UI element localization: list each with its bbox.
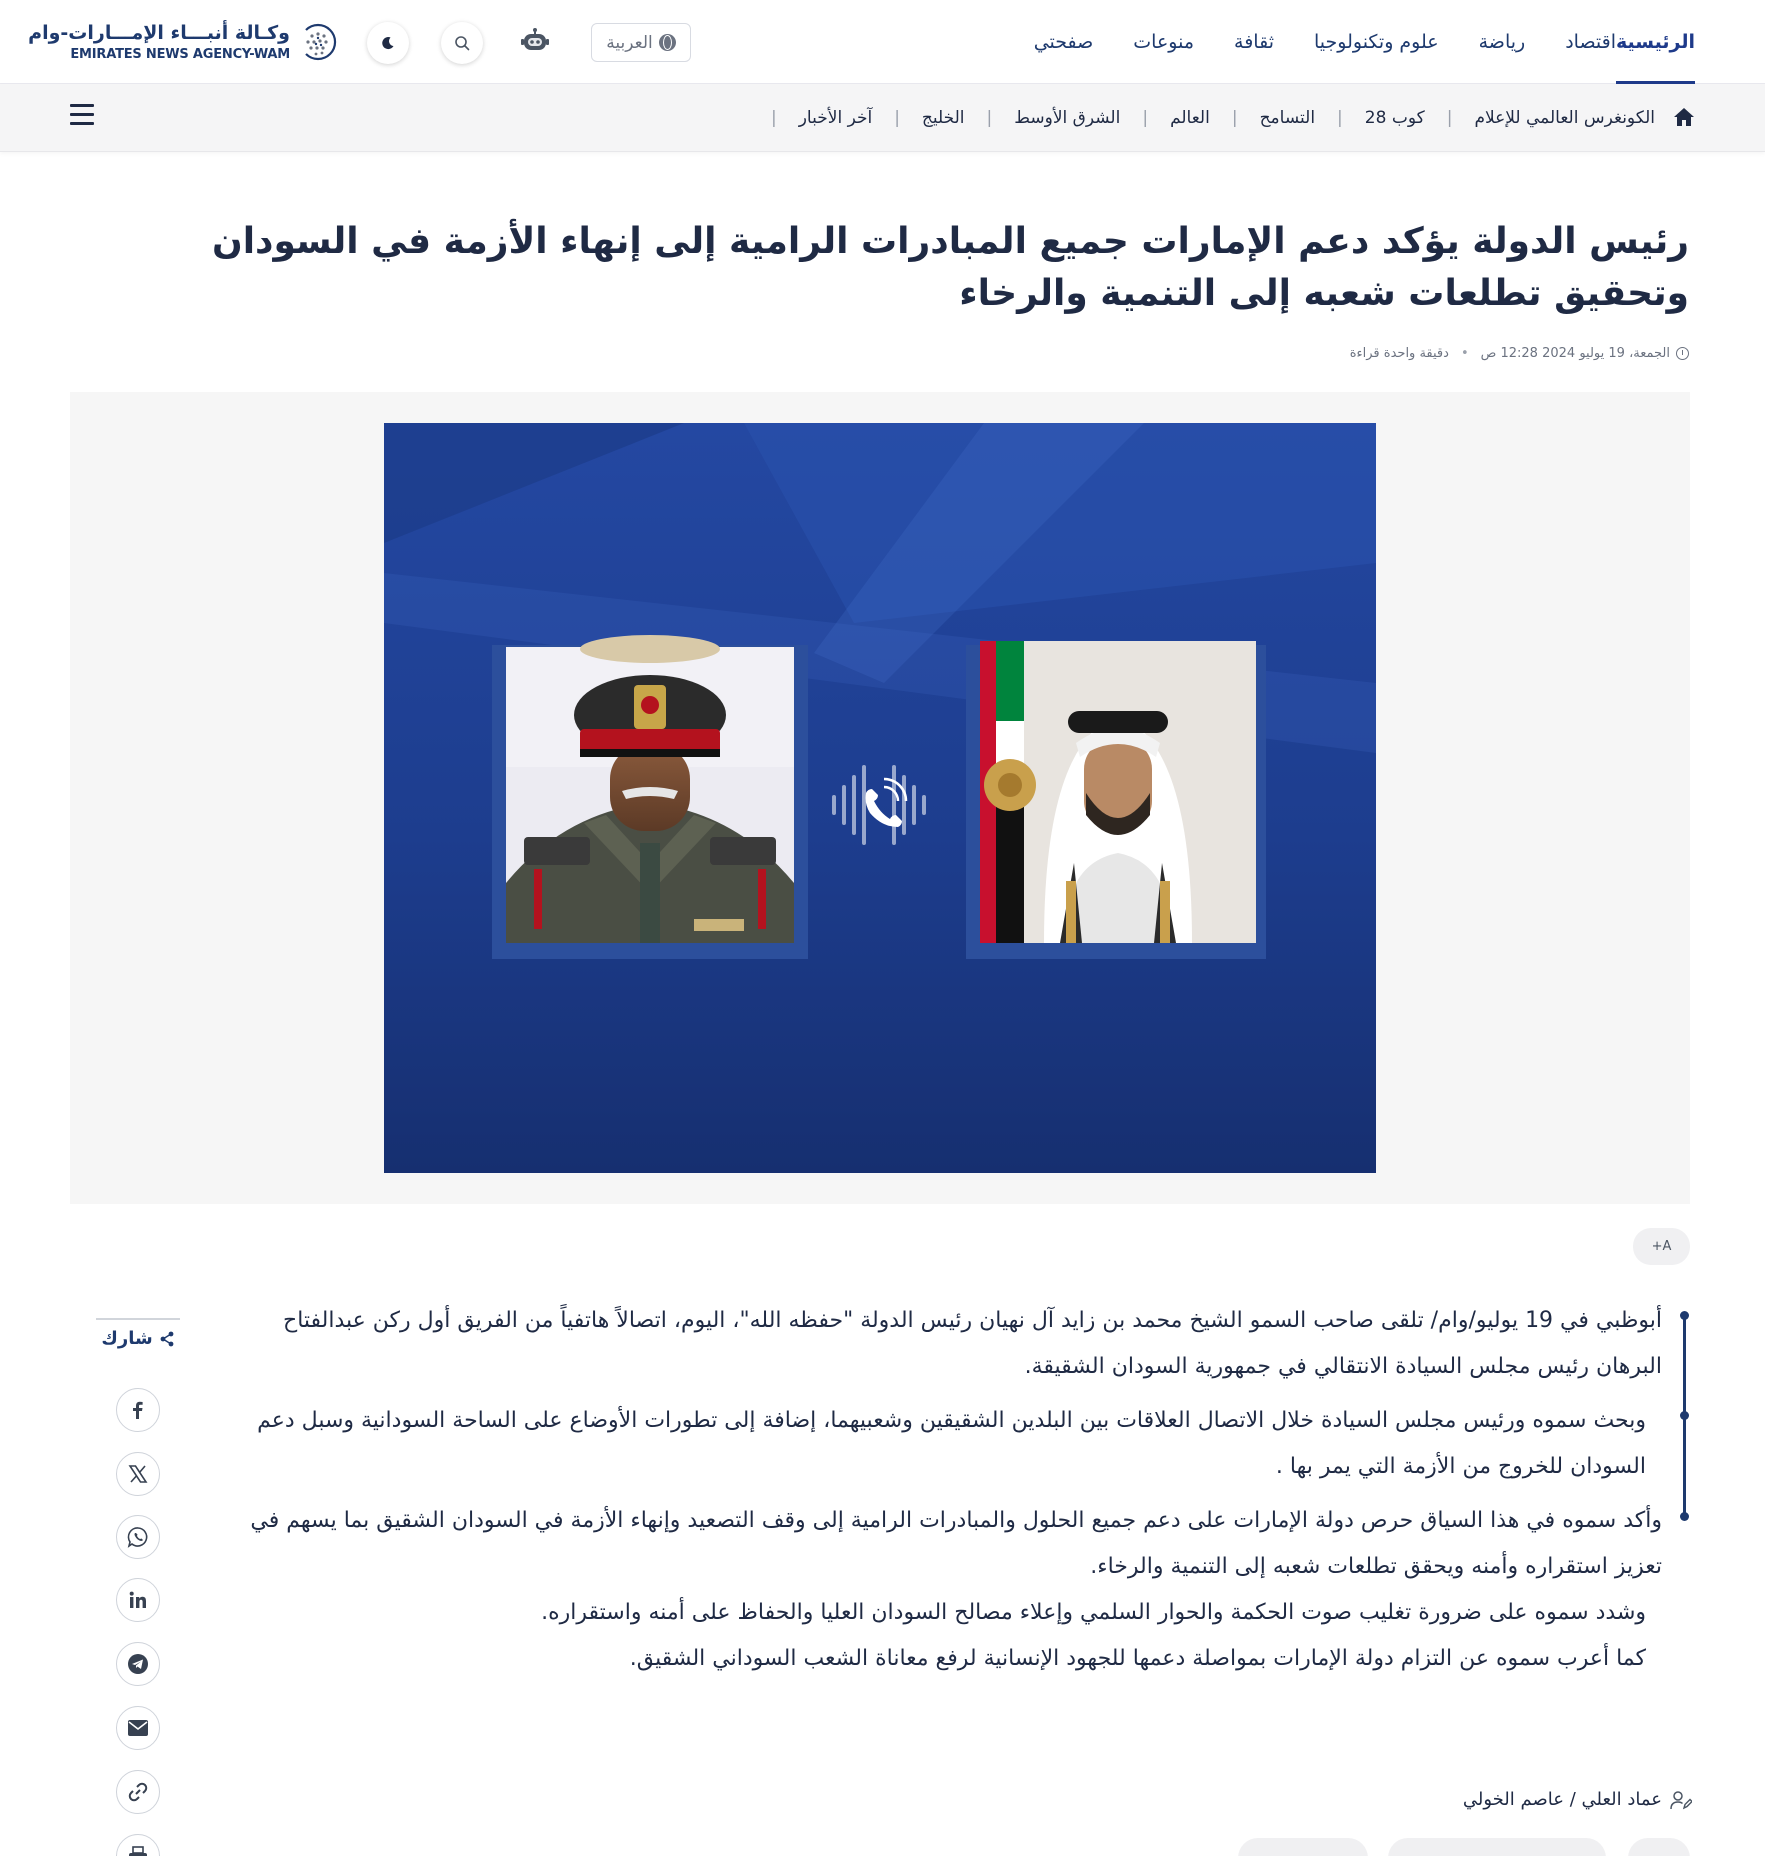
article-authors	[1463, 1789, 1692, 1810]
separator: |	[894, 108, 900, 128]
nav-science-tech[interactable]: علوم وتكنولوجيا	[1314, 31, 1439, 53]
timeline-dot	[1680, 1512, 1689, 1521]
read-time: دقيقة واحدة قراءة	[1349, 346, 1449, 361]
x-icon	[127, 1463, 149, 1485]
share-copy-link-button[interactable]	[116, 1770, 160, 1814]
timeline-dot	[1680, 1311, 1689, 1320]
share-icon	[159, 1331, 175, 1347]
share-email-button[interactable]	[116, 1706, 160, 1750]
subnav-middle-east[interactable]: الشرق الأوسط	[1014, 108, 1121, 128]
article-meta	[1350, 346, 1689, 361]
logo-english-text: EMIRATES NEWS AGENCY-WAM	[70, 47, 290, 62]
print-icon	[127, 1845, 149, 1856]
language-switch-button[interactable]	[591, 23, 691, 62]
tag-pill[interactable]	[1388, 1838, 1606, 1856]
article-paragraph: كما أعرب سموه عن التزام دولة الإمارات بمواصلة دعمها للجهود الإنسانية لرفع معاناة الشعب السوداني الشقيق.	[629, 1646, 1646, 1671]
author-names: عماد العلي / عاصم الخولي	[1462, 1789, 1662, 1810]
article-paragraph: وأكد سموه في هذا السياق حرص دولة الإمارات على دعم جميع الحلول والمبادرات الرامية إلى وقف التصعيد وإنهاء الأزمة في السودان الشقيق بما يسهم في تعزيز استقراره وأمنه ويحقق تطلعات شعبه إلى التنمية والرخاء.	[250, 1508, 1662, 1579]
link-icon	[127, 1781, 149, 1803]
language-label: العربية	[606, 32, 653, 53]
globe-icon	[659, 34, 676, 51]
author-icon	[1670, 1790, 1692, 1810]
main-nav	[994, 0, 1695, 84]
menu-icon[interactable]	[70, 104, 94, 126]
search-icon	[454, 35, 470, 51]
subnav-gulf[interactable]: الخليج	[921, 108, 965, 128]
article-date: الجمعة، 19 يوليو 2024 12:28 ص	[1480, 346, 1670, 361]
article-paragraph: وبحث سموه ورئيس مجلس السيادة خلال الاتصال العلاقات بين البلدين الشقيقين وشعبيهما، إضافة إلى تطورات الأوضاع على الساحة السودانية وسبل دعم السودان للخروج من الأزمة التي يمر بها .	[257, 1408, 1646, 1479]
share-telegram-button[interactable]	[116, 1642, 160, 1686]
article-body	[232, 1298, 1662, 1682]
subnav-world[interactable]: العالم	[1170, 108, 1210, 128]
tag-pill[interactable]	[1628, 1838, 1690, 1856]
article-paragraph: وشدد سموه على ضرورة تغليب صوت الحكمة والحوار السلمي وإعلاء مصالح السودان العليا والحفاظ على أمنه واستقراره.	[541, 1600, 1646, 1625]
share-x-button[interactable]	[116, 1452, 160, 1496]
search-button[interactable]	[441, 22, 483, 64]
dark-mode-toggle[interactable]	[367, 22, 409, 64]
hero-image-container	[70, 392, 1690, 1204]
phone-call-graphic	[384, 423, 1376, 1173]
hero-image	[384, 423, 1376, 1173]
top-header	[0, 0, 1765, 84]
article-title: رئيس الدولة يؤكد دعم الإمارات جميع المبادرات الرامية إلى إنهاء الأزمة في السودان وتحقيق تطلعات شعبه إلى التنمية والرخاء	[211, 221, 1689, 314]
share-whatsapp-button[interactable]	[116, 1515, 160, 1559]
share-facebook-button[interactable]	[116, 1388, 160, 1432]
nav-home[interactable]: الرئيسية	[1616, 0, 1695, 84]
home-icon[interactable]	[1673, 106, 1695, 128]
robot-assistant-icon[interactable]	[521, 28, 549, 54]
email-icon	[127, 1719, 149, 1737]
subnav-tolerance[interactable]: التسامح	[1259, 108, 1316, 128]
share-linkedin-button[interactable]	[116, 1578, 160, 1622]
separator: |	[1446, 108, 1453, 128]
separator: |	[986, 108, 993, 128]
separator: |	[1142, 108, 1149, 128]
share-text: شارك	[101, 1328, 153, 1349]
nav-culture[interactable]: ثقافة	[1234, 31, 1274, 53]
nav-misc[interactable]: منوعات	[1133, 31, 1195, 53]
wam-logo-icon	[298, 22, 338, 62]
clock-icon	[1676, 347, 1689, 360]
nav-my-page[interactable]: صفحتي	[1033, 31, 1094, 53]
secondary-nav	[749, 84, 1655, 152]
article-paragraph: أبوظبي في 19 يوليو/وام/ تلقى صاحب السمو الشيخ محمد بن زايد آل نهيان رئيس الدولة "حفظه الله"، اليوم، اتصالاً هاتفياً من الفريق أول ركن عبدالفتاح البرهان رئيس مجلس السيادة الانتقالي في جمهورية السودان الشقيقة.	[283, 1308, 1662, 1379]
nav-sports[interactable]: رياضة	[1478, 31, 1526, 53]
linkedin-icon	[128, 1590, 148, 1610]
tag-pill[interactable]	[1238, 1838, 1368, 1856]
subnav-media-congress[interactable]: الكونغرس العالمي للإعلام	[1474, 108, 1655, 128]
share-label	[96, 1318, 180, 1349]
secondary-nav-bar	[0, 84, 1765, 152]
separator: |	[770, 108, 777, 128]
timeline-dot	[1680, 1411, 1689, 1420]
moon-icon	[380, 35, 396, 51]
facebook-icon	[128, 1400, 148, 1420]
share-print-button[interactable]	[116, 1834, 160, 1856]
separator: |	[1231, 108, 1238, 128]
font-size-button[interactable]: +A	[1633, 1228, 1690, 1265]
separator: |	[1337, 108, 1343, 128]
logo-arabic-text: وكـالة أنبـــاء الإمـــارات-وام	[28, 22, 290, 44]
separator: •	[1460, 346, 1469, 361]
nav-economy[interactable]: اقتصاد	[1565, 31, 1617, 53]
whatsapp-icon	[127, 1526, 149, 1548]
subnav-cop28[interactable]: كوب 28	[1364, 108, 1425, 128]
wam-logo[interactable]	[28, 20, 338, 66]
subnav-latest-news[interactable]: آخر الأخبار	[798, 108, 873, 128]
telegram-icon	[127, 1653, 149, 1675]
